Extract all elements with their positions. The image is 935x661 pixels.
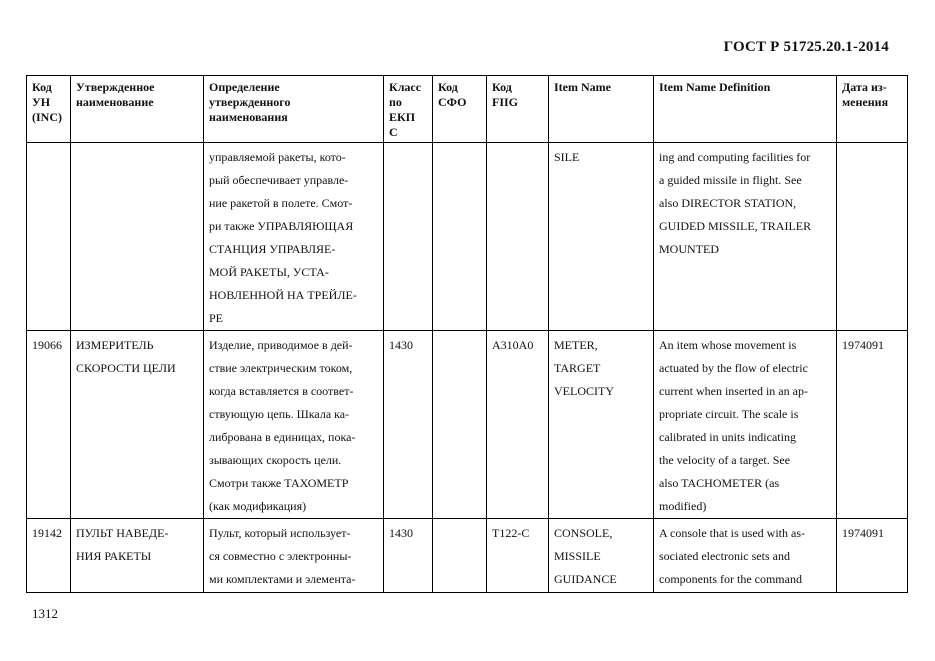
text-line: либрована в единицах, пока-: [209, 430, 356, 444]
cell-definition: [204, 143, 384, 331]
text-line: A console that is used with as-: [659, 526, 805, 540]
text-line: GUIDED MISSILE, TRAILER: [659, 219, 812, 233]
text-line: менения: [842, 95, 889, 109]
header-fiig-code: [487, 76, 549, 143]
cell-fiig: A310A0: [487, 331, 549, 519]
text-line: зывающих скорость цели.: [209, 453, 342, 467]
header-sfo-code: [433, 76, 487, 143]
text-line: FIIG: [492, 95, 519, 109]
text-line: Утвержденное: [76, 80, 155, 94]
text-line: CONSOLE,: [554, 526, 613, 540]
text-line: ми комплектами и элемента-: [209, 572, 356, 586]
text-line: (INC): [32, 110, 62, 124]
text-line: СТАНЦИЯ УПРАВЛЯЕ-: [209, 242, 336, 256]
text-line: a guided missile in flight. See: [659, 173, 802, 187]
header-item-name: [549, 76, 654, 143]
table-row: [27, 331, 908, 519]
text-line: GUIDANCE: [554, 572, 617, 586]
text-line: ри также УПРАВЛЯЮЩАЯ: [209, 219, 354, 233]
table-row: [27, 519, 908, 593]
text-line: по: [389, 95, 402, 109]
cell-class: [384, 143, 433, 331]
text-line: наименования: [209, 110, 288, 124]
header-change-date: [837, 76, 908, 143]
table-header-row: [27, 76, 908, 143]
text-line: Код: [438, 80, 458, 94]
nomenclature-table: [26, 75, 908, 593]
header-name-definition: [204, 76, 384, 143]
cell-fiig: [487, 143, 549, 331]
text-line: Смотри также ТАХОМЕТР: [209, 476, 349, 490]
text-line: ЕКП: [389, 110, 416, 124]
text-line: Код: [32, 80, 52, 94]
text-line: Изделие, приводимое в дей-: [209, 338, 353, 352]
cell-date: [837, 143, 908, 331]
cell-sfo: [433, 519, 487, 593]
cell-item-definition: [654, 331, 837, 519]
text-line: Item Name Definition: [659, 80, 771, 94]
text-line: Item Name: [554, 80, 611, 94]
text-line: SILE: [554, 150, 580, 164]
header-item-name-definition: [654, 76, 837, 143]
cell-sfo: [433, 143, 487, 331]
text-line: MISSILE: [554, 549, 601, 563]
cell-inc: [27, 143, 71, 331]
text-line: components for the command: [659, 572, 802, 586]
text-line: (как модификация): [209, 499, 307, 513]
cell-item-name: [549, 519, 654, 593]
text-line: ПУЛЬТ НАВЕДЕ-: [76, 526, 169, 540]
cell-date: 1974091: [837, 331, 908, 519]
cell-name: [71, 519, 204, 593]
text-line: ing and computing facilities for: [659, 150, 811, 164]
text-line: METER,: [554, 338, 598, 352]
text-line: actuated by the flow of electric: [659, 361, 808, 375]
text-line: ся совместно с электронны-: [209, 549, 352, 563]
header-approved-name: [71, 76, 204, 143]
cell-inc: 19142: [27, 519, 71, 593]
cell-fiig: T122-C: [487, 519, 549, 593]
text-line: current when inserted in an ap-: [659, 384, 808, 398]
text-line: sociated electronic sets and: [659, 549, 790, 563]
text-line: also DIRECTOR STATION,: [659, 196, 797, 210]
cell-item-name: [549, 331, 654, 519]
text-line: Дата из-: [842, 80, 887, 94]
text-line: An item whose movement is: [659, 338, 797, 352]
text-line: also TACHOMETER (as: [659, 476, 780, 490]
text-line: TARGET: [554, 361, 601, 375]
text-line: рый обеспечивает управле-: [209, 173, 349, 187]
text-line: НОВЛЕННОЙ НА ТРЕЙЛЕ-: [209, 288, 357, 302]
text-line: УН: [32, 95, 51, 109]
cell-definition: [204, 331, 384, 519]
text-line: Код: [492, 80, 512, 94]
text-line: ИЗМЕРИТЕЛЬ: [76, 338, 154, 352]
text-line: Класс: [389, 80, 422, 94]
text-line: the velocity of a target. See: [659, 453, 791, 467]
text-line: МОЙ РАКЕТЫ, УСТА-: [209, 265, 329, 279]
cell-class: 1430: [384, 519, 433, 593]
text-line: Определение: [209, 80, 280, 94]
text-line: MOUNTED: [659, 242, 719, 256]
cell-inc: 19066: [27, 331, 71, 519]
header-class: [384, 76, 433, 143]
cell-name: [71, 331, 204, 519]
cell-class: 1430: [384, 331, 433, 519]
cell-item-name: [549, 143, 654, 331]
page-number: 1312: [32, 606, 58, 621]
cell-definition: [204, 519, 384, 593]
text-line: наименование: [76, 95, 154, 109]
document-standard-number: ГОСТ Р 51725.20.1-2014: [723, 39, 889, 55]
text-line: С: [389, 125, 398, 139]
cell-sfo: [433, 331, 487, 519]
text-line: Пульт, который использует-: [209, 526, 351, 540]
text-line: управляемой ракеты, кото-: [209, 150, 346, 164]
header-inc-code: [27, 76, 71, 143]
text-line: propriate circuit. The scale is: [659, 407, 799, 421]
text-line: ствие электрическим током,: [209, 361, 353, 375]
cell-item-definition: [654, 143, 837, 331]
text-line: modified): [659, 499, 707, 513]
cell-date: 1974091: [837, 519, 908, 593]
text-line: утвержденного: [209, 95, 291, 109]
text-line: ние ракетой в полете. Смот-: [209, 196, 353, 210]
text-line: когда вставляется в соответ-: [209, 384, 354, 398]
table-row: [27, 143, 908, 331]
text-line: РЕ: [209, 311, 224, 325]
text-line: calibrated in units indicating: [659, 430, 796, 444]
text-line: VELOCITY: [554, 384, 614, 398]
cell-name: [71, 143, 204, 331]
text-line: ствующую цепь. Шкала ка-: [209, 407, 350, 421]
text-line: СКОРОСТИ ЦЕЛИ: [76, 361, 176, 375]
text-line: СФО: [438, 95, 467, 109]
text-line: НИЯ РАКЕТЫ: [76, 549, 152, 563]
cell-item-definition: [654, 519, 837, 593]
